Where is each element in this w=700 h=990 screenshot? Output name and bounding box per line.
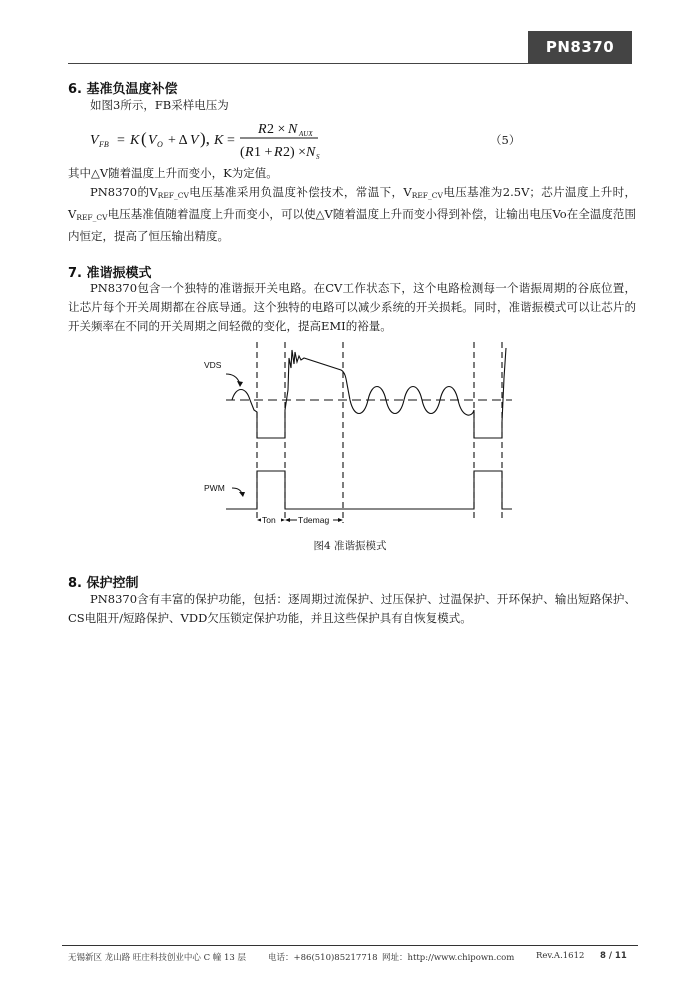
svg-text:K: K — [130, 133, 140, 148]
part-number-badge: PN8370 — [528, 31, 632, 63]
footer-page-number: 8 / 11 — [600, 951, 627, 961]
svg-text:=: = — [227, 133, 235, 148]
section-7-heading: 7. 准谐振模式 — [68, 266, 152, 281]
svg-text:2) ×: 2) × — [283, 145, 307, 160]
header-divider — [68, 63, 632, 64]
svg-text:K: K — [214, 133, 224, 148]
svg-text:V: V — [148, 133, 157, 148]
svg-text:S: S — [316, 153, 320, 161]
equation-number: （5） — [490, 133, 521, 147]
svg-text:=: = — [117, 133, 125, 148]
section-8-heading: 8. 保护控制 — [68, 576, 139, 591]
svg-text:N: N — [306, 145, 316, 160]
tdemag-label: Tdemag — [298, 515, 330, 525]
pwm-label: PWM — [204, 483, 225, 493]
qr-mode-waveform-figure — [196, 338, 526, 533]
svg-text:R: R — [258, 122, 267, 137]
svg-text:+ Δ: + Δ — [168, 133, 188, 148]
footer-revision: Rev.A.1612 — [536, 951, 585, 961]
footer-divider — [62, 945, 638, 946]
footer-address: 无锡新区 龙山路 旺庄科技创业中心 C 幢 13 层 — [68, 953, 247, 963]
figure-4-caption: 图4 准谐振模式 — [313, 540, 387, 552]
section-6-paragraph: PN8370的$V_{REF\_CV}$电压基准采用负温度补偿技术，常温下，$V_{REF\_CV}$电压基准为2.5V；芯片温度上升时，$V_{REF\_CV}$电压基准值随着温度上升而变小，可以使△V随着温度上升而变小得到补偿，让输出电压Vo在全温度范围内恒定，提高了恒压输出精度。 — [68, 185, 637, 243]
svg-text:),: ), — [200, 129, 210, 148]
ton-label: Ton — [262, 515, 276, 525]
svg-text:R: R — [274, 145, 283, 160]
svg-text:V: V — [90, 133, 99, 148]
svg-text:(: ( — [240, 145, 245, 160]
section-8-paragraph: PN8370含有丰富的保护功能，包括：逐周期过流保护、过压保护、过温保护、开环保护、输出短路保护、CS电阻开/短路保护、VDD欠压锁定保护功能，并且这些保护具有自恢复模式。 — [68, 592, 636, 625]
svg-text:O: O — [157, 140, 163, 149]
footer-phone: 电话：+86(510)85217718 — [268, 953, 378, 963]
footer-website: 网址：http://www.chipown.com — [382, 953, 515, 963]
svg-text:1 +: 1 + — [254, 145, 273, 160]
section-7-paragraph: PN8370包含一个独特的准谐振开关电路。在CV工作状态下，这个电路检测每一个谐振周期的谷底位置，让芯片每个开关周期都在谷底导通。这个独特的电路可以减少系统的开关损耗。同时，准谐振模式可以让芯片的开关频率在不同的开关周期之间轻微的变化，提高EMI的裕量。 — [68, 281, 636, 333]
section-6-note: 其中△V随着温度上升而变小，K为定值。 — [68, 166, 278, 180]
section-6-heading: 6. 基准负温度补偿 — [68, 82, 178, 97]
vds-label: VDS — [204, 360, 222, 370]
svg-text:(: ( — [141, 129, 147, 148]
svg-text:2 ×: 2 × — [267, 122, 286, 137]
svg-text:V: V — [190, 133, 199, 148]
svg-text:N: N — [288, 122, 298, 137]
svg-text:AUX: AUX — [299, 130, 313, 138]
section-6-intro: 如图3所示，FB采样电压为 — [90, 98, 229, 112]
vfb-equation — [90, 117, 350, 163]
svg-text:FB: FB — [99, 140, 109, 149]
svg-text:R: R — [245, 145, 254, 160]
